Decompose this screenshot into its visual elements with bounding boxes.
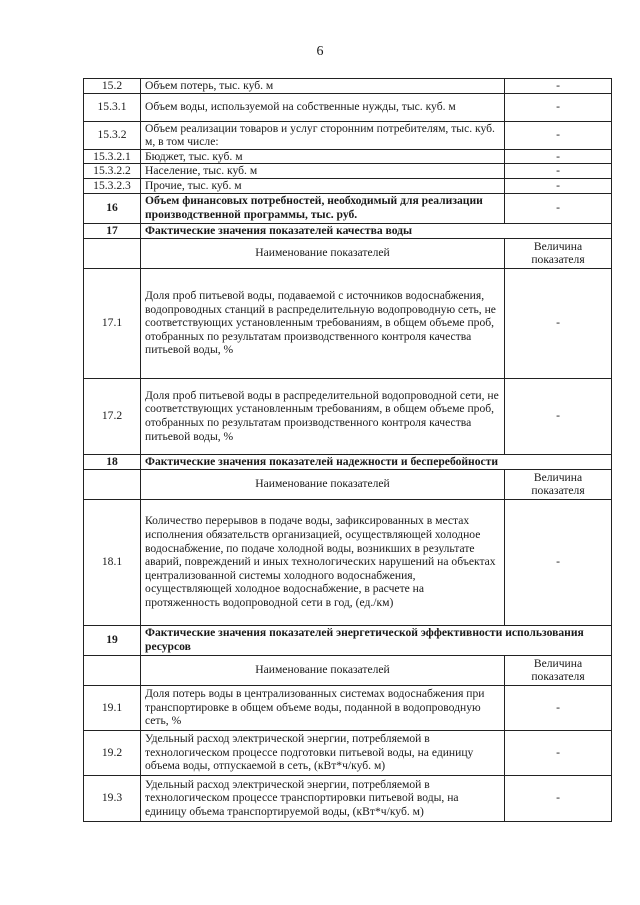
table-row — [84, 121, 612, 149]
column-header-value: Величина показателя — [505, 238, 612, 268]
page-number: 6 — [316, 44, 324, 59]
row-value: - — [505, 268, 612, 378]
table-row — [84, 149, 612, 164]
row-value: - — [505, 378, 612, 454]
row-number: 15.3.2 — [84, 121, 141, 149]
row-number: 15.3.2.2 — [84, 164, 141, 179]
row-number: 17.2 — [84, 378, 141, 454]
section-title: Фактические значения показателей качества воды — [141, 223, 612, 238]
row-text: Доля потерь воды в централизованных системах водоснабжения при транспортировке в общем объеме воды, поданной в водопроводную сеть, % — [141, 685, 505, 730]
table-row — [84, 775, 612, 821]
row-value: - — [505, 775, 612, 821]
row-number: 17.1 — [84, 268, 141, 378]
row-value: - — [505, 93, 612, 121]
row-number: 18.1 — [84, 499, 141, 625]
row-value: - — [505, 164, 612, 179]
table-row — [84, 378, 612, 454]
table-row — [84, 730, 612, 775]
row-number: 16 — [84, 193, 141, 223]
row-text: Население, тыс. куб. м — [141, 164, 505, 179]
row-number: 19.1 — [84, 685, 141, 730]
row-value: - — [505, 178, 612, 193]
table-row — [84, 268, 612, 378]
row-value: - — [505, 79, 612, 94]
section-row — [84, 625, 612, 655]
column-header-row — [84, 238, 612, 268]
row-value: - — [505, 121, 612, 149]
row-text: Количество перерывов в подаче воды, зафиксированных в местах исполнения обязательств организацией, осуществляющей холодное водоснабжение, по подаче холодной воды, возникших в результате аварий, повреждений и иных технологических нарушений на объектах централизованной системы холодного водоснабжения, осуществляющей холодное водоснабжение, в расчете на протяженность водопроводной сети в год, (ед./км) — [141, 499, 505, 625]
row-text: Объем потерь, тыс. куб. м — [141, 79, 505, 94]
table-row — [84, 178, 612, 193]
table-row — [84, 164, 612, 179]
section-title: Фактические значения показателей надежности и бесперебойности — [141, 454, 612, 469]
row-value: - — [505, 499, 612, 625]
row-text: Объем воды, используемой на собственные нужды, тыс. куб. м — [141, 93, 505, 121]
header-empty-cell — [84, 655, 141, 685]
row-value: - — [505, 193, 612, 223]
column-header-name: Наименование показателей — [141, 238, 505, 268]
row-number: 15.3.1 — [84, 93, 141, 121]
row-text: Удельный расход электрической энергии, потребляемой в технологическом процессе транспортировки питьевой воды, на единицу объема транспортируемой воды, (кВт*ч/куб. м) — [141, 775, 505, 821]
section-row — [84, 454, 612, 469]
row-text: Доля проб питьевой воды в распределительной водопроводной сети, не соответствующих установленным требованиям, в общем объеме проб, отобранных по результатам производственного контроля качества питьевой воды, % — [141, 378, 505, 454]
row-value: - — [505, 685, 612, 730]
header-empty-cell — [84, 469, 141, 499]
row-number: 15.2 — [84, 79, 141, 94]
row-text: Объем реализации товаров и услуг сторонним потребителям, тыс. куб. м, в том числе: — [141, 121, 505, 149]
table-row — [84, 685, 612, 730]
row-text: Прочие, тыс. куб. м — [141, 178, 505, 193]
table-row-bold — [84, 193, 612, 223]
row-number: 15.3.2.1 — [84, 149, 141, 164]
column-header-row — [84, 469, 612, 499]
section-title: Фактические значения показателей энергетической эффективности использования ресурсов — [141, 625, 612, 655]
row-number: 19.3 — [84, 775, 141, 821]
row-text: Доля проб питьевой воды, подаваемой с источников водоснабжения, водопроводных станций в распределительную водопроводную сеть, не соответствующих установленным требованиям, в общем объеме проб, отобранных по результатам производственного контроля качества питьевой воды, % — [141, 268, 505, 378]
row-value: - — [505, 730, 612, 775]
table-row — [84, 79, 612, 94]
row-text: Объем финансовых потребностей, необходимый для реализации производственной программы, тыс. руб. — [141, 193, 505, 223]
indicators-table — [83, 78, 612, 822]
table-row — [84, 93, 612, 121]
section-number: 17 — [84, 223, 141, 238]
column-header-name: Наименование показателей — [141, 655, 505, 685]
table-row — [84, 499, 612, 625]
row-number: 15.3.2.3 — [84, 178, 141, 193]
header-empty-cell — [84, 238, 141, 268]
section-number: 19 — [84, 625, 141, 655]
column-header-value: Величина показателя — [505, 655, 612, 685]
row-value: - — [505, 149, 612, 164]
row-number: 19.2 — [84, 730, 141, 775]
column-header-value: Величина показателя — [505, 469, 612, 499]
section-number: 18 — [84, 454, 141, 469]
row-text: Бюджет, тыс. куб. м — [141, 149, 505, 164]
section-row — [84, 223, 612, 238]
column-header-name: Наименование показателей — [141, 469, 505, 499]
row-text: Удельный расход электрической энергии, потребляемой в технологическом процессе подготовки питьевой воды, на единицу объема воды, отпускаемой в сеть, (кВт*ч/куб. м) — [141, 730, 505, 775]
column-header-row — [84, 655, 612, 685]
